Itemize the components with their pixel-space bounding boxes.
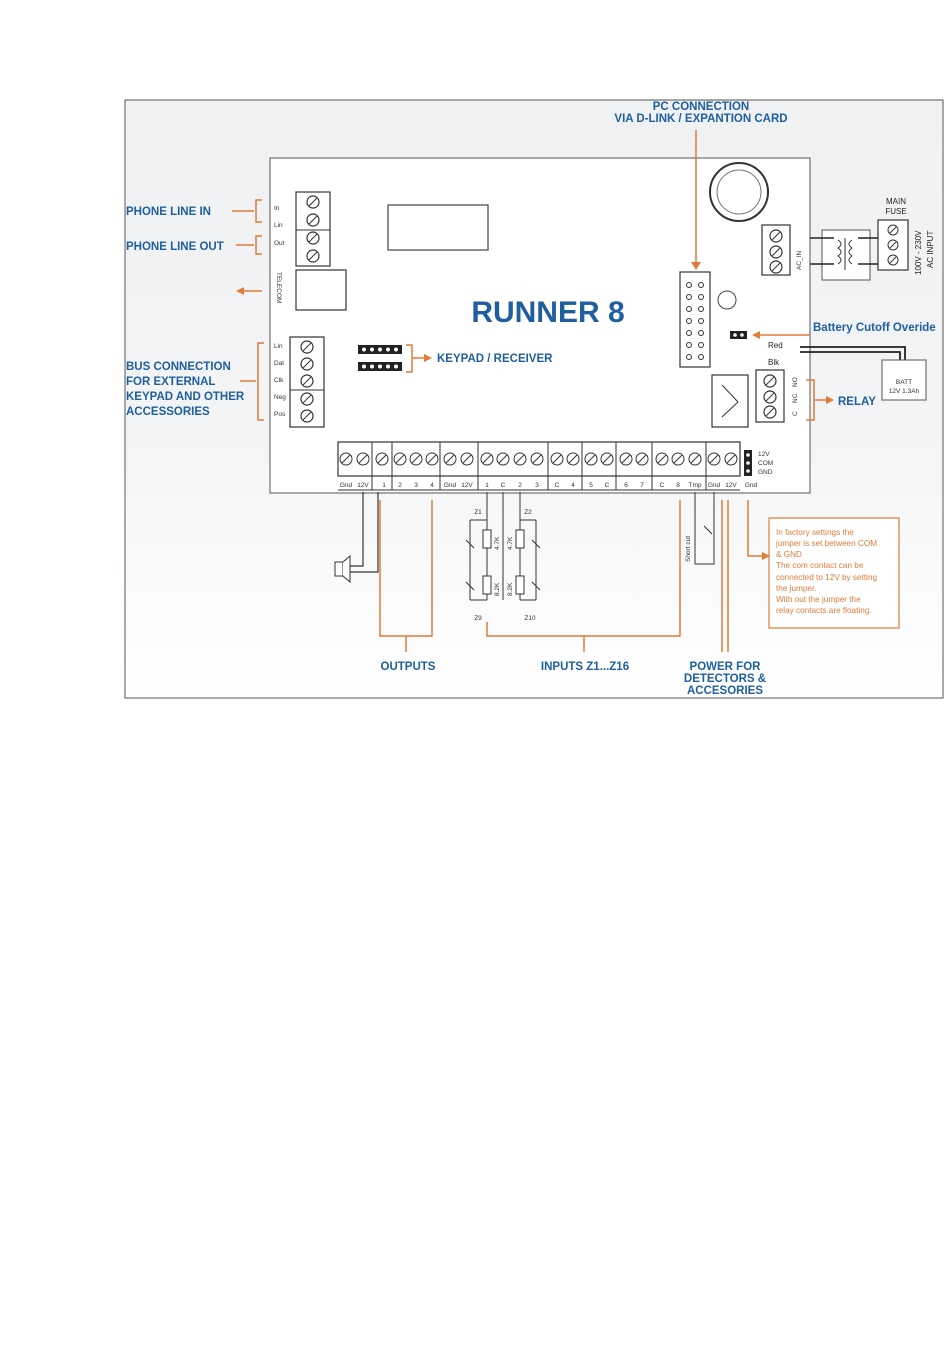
bus-connection-label-4: ACCESSORIES (126, 406, 210, 418)
terminal-label: 12V (461, 482, 473, 489)
bus-connection-label-2: FOR EXTERNAL (126, 376, 216, 388)
telecom-jack (296, 270, 346, 310)
bus-terminal-pos: Pos (274, 411, 286, 418)
phone-terminal-block (296, 192, 330, 266)
resistor-82k-a: 8.2K (494, 582, 501, 596)
terminal-label: Gnd (443, 482, 457, 489)
terminal-label: 4 (571, 482, 575, 489)
terminal-label: Gnd (339, 482, 353, 489)
short-cut-label: Short cut (685, 535, 692, 562)
buzzer (710, 163, 768, 221)
note-line: jumper is set between COM (776, 539, 878, 548)
resistor-47k-a: 4.7K (494, 536, 501, 550)
resistor-82k-b: 8.2K (507, 582, 514, 596)
pc-connector (680, 272, 710, 367)
pc-connection-label-2: VIA D-LINK / EXPANTION CARD (614, 113, 788, 125)
inputs-label: INPUTS Z1...Z16 (540, 661, 630, 673)
relay-terminal-block (756, 370, 784, 422)
ac-in-label: AC_IN (796, 250, 803, 270)
bus-connection-label-3: KEYPAD AND OTHER (126, 391, 245, 403)
display-window (388, 205, 488, 250)
ac-input-label-2: AC INPUT (926, 230, 935, 268)
relay-c-label: C (792, 411, 799, 416)
note-line: The com contact can be (776, 561, 864, 570)
relay-nc-label: NC (792, 393, 799, 403)
terminal-label: 8 (676, 482, 680, 489)
note-line: In factory settings the (776, 528, 854, 537)
terminal-label: 2 (518, 482, 522, 489)
terminal-label: 1 (382, 482, 386, 489)
resistor-47k-b: 4.7K (507, 536, 514, 550)
blk-wire-label: Blk (768, 358, 780, 367)
terminal-label: Tmp (688, 482, 702, 489)
relay-no-label: NO (792, 377, 799, 387)
led (718, 291, 736, 309)
bus-connection-label-1: BUS CONNECTION (126, 361, 231, 373)
bus-terminal-neg: Neg (274, 394, 286, 401)
battery-cutoff-jumper (730, 331, 747, 339)
battery-label-1: BATT (895, 379, 913, 386)
bus-terminal-clk: Clk (274, 377, 284, 384)
ac-terminal-block (762, 225, 790, 275)
phone-terminal-lin: Lin (274, 222, 283, 229)
phone-line-in-label: PHONE LINE IN (126, 206, 211, 218)
terminal-label: C (604, 482, 610, 489)
outputs-label: OUTPUTS (380, 661, 436, 673)
phone-terminal-in: In (274, 205, 280, 212)
terminal-label: 3 (535, 482, 539, 489)
bus-terminal-lin: Lin (274, 343, 283, 350)
ac-input-label-1: 100V - 230V (914, 230, 923, 275)
terminal-label: Gnd (707, 482, 721, 489)
terminal-label: 4 (430, 482, 434, 489)
terminal-label: C (659, 482, 665, 489)
note-line: connected to 12V by setting (776, 573, 878, 582)
zone-z9-label: Z9 (474, 615, 482, 622)
power-label-1: POWER FOR (689, 661, 761, 673)
note-line: relay contacts are floating. (776, 606, 872, 615)
terminal-label: 6 (624, 482, 628, 489)
power-label-3: ACCESORIES (686, 685, 764, 697)
jumper-12v-label: 12V (758, 451, 770, 458)
note-line: & GND (776, 550, 802, 559)
board-title: RUNNER 8 (471, 296, 625, 329)
zone-z10-label: Z10 (524, 615, 536, 622)
telecom-label: TELECOM (275, 272, 282, 304)
bus-terminal-block (290, 337, 324, 427)
phone-line-out-label: PHONE LINE OUT (126, 241, 224, 253)
phone-terminal-out: Out (274, 240, 285, 247)
zone-z1-label: Z1 (474, 509, 482, 516)
terminal-label: 12V (725, 482, 737, 489)
keypad-receiver-label: KEYPAD / RECEIVER (437, 353, 553, 365)
jumper-gnd-label: GND (758, 469, 773, 476)
terminal-label: 3 (414, 482, 418, 489)
note-line: the jumper. (776, 584, 817, 593)
terminal-label: C (500, 482, 506, 489)
battery-cutoff-label: Battery Cutoff Overide (813, 322, 936, 334)
zone-z2-label: Z2 (524, 509, 532, 516)
red-wire-label: Red (768, 341, 783, 350)
relay-component (712, 375, 748, 427)
terminal-label: 12V (357, 482, 369, 489)
terminal-label: Gnd (744, 482, 758, 489)
note-line: With out the jumper the (776, 595, 861, 604)
jumper-com-label: COM (758, 460, 774, 467)
power-label-2: DETECTORS & (683, 673, 767, 685)
main-fuse-label-2: FUSE (885, 207, 907, 216)
terminal-label: C (554, 482, 560, 489)
terminal-label: 7 (640, 482, 644, 489)
terminal-label: 1 (485, 482, 489, 489)
main-fuse-label-1: MAIN (886, 197, 906, 206)
terminal-label: 2 (398, 482, 402, 489)
pc-connection-label: PC CONNECTION (652, 101, 750, 113)
bus-terminal-dat: Dat (274, 360, 285, 367)
battery-label-2: 12V 1.3Ah (888, 388, 920, 395)
terminal-label: 5 (589, 482, 593, 489)
relay-label: RELAY (838, 396, 876, 408)
